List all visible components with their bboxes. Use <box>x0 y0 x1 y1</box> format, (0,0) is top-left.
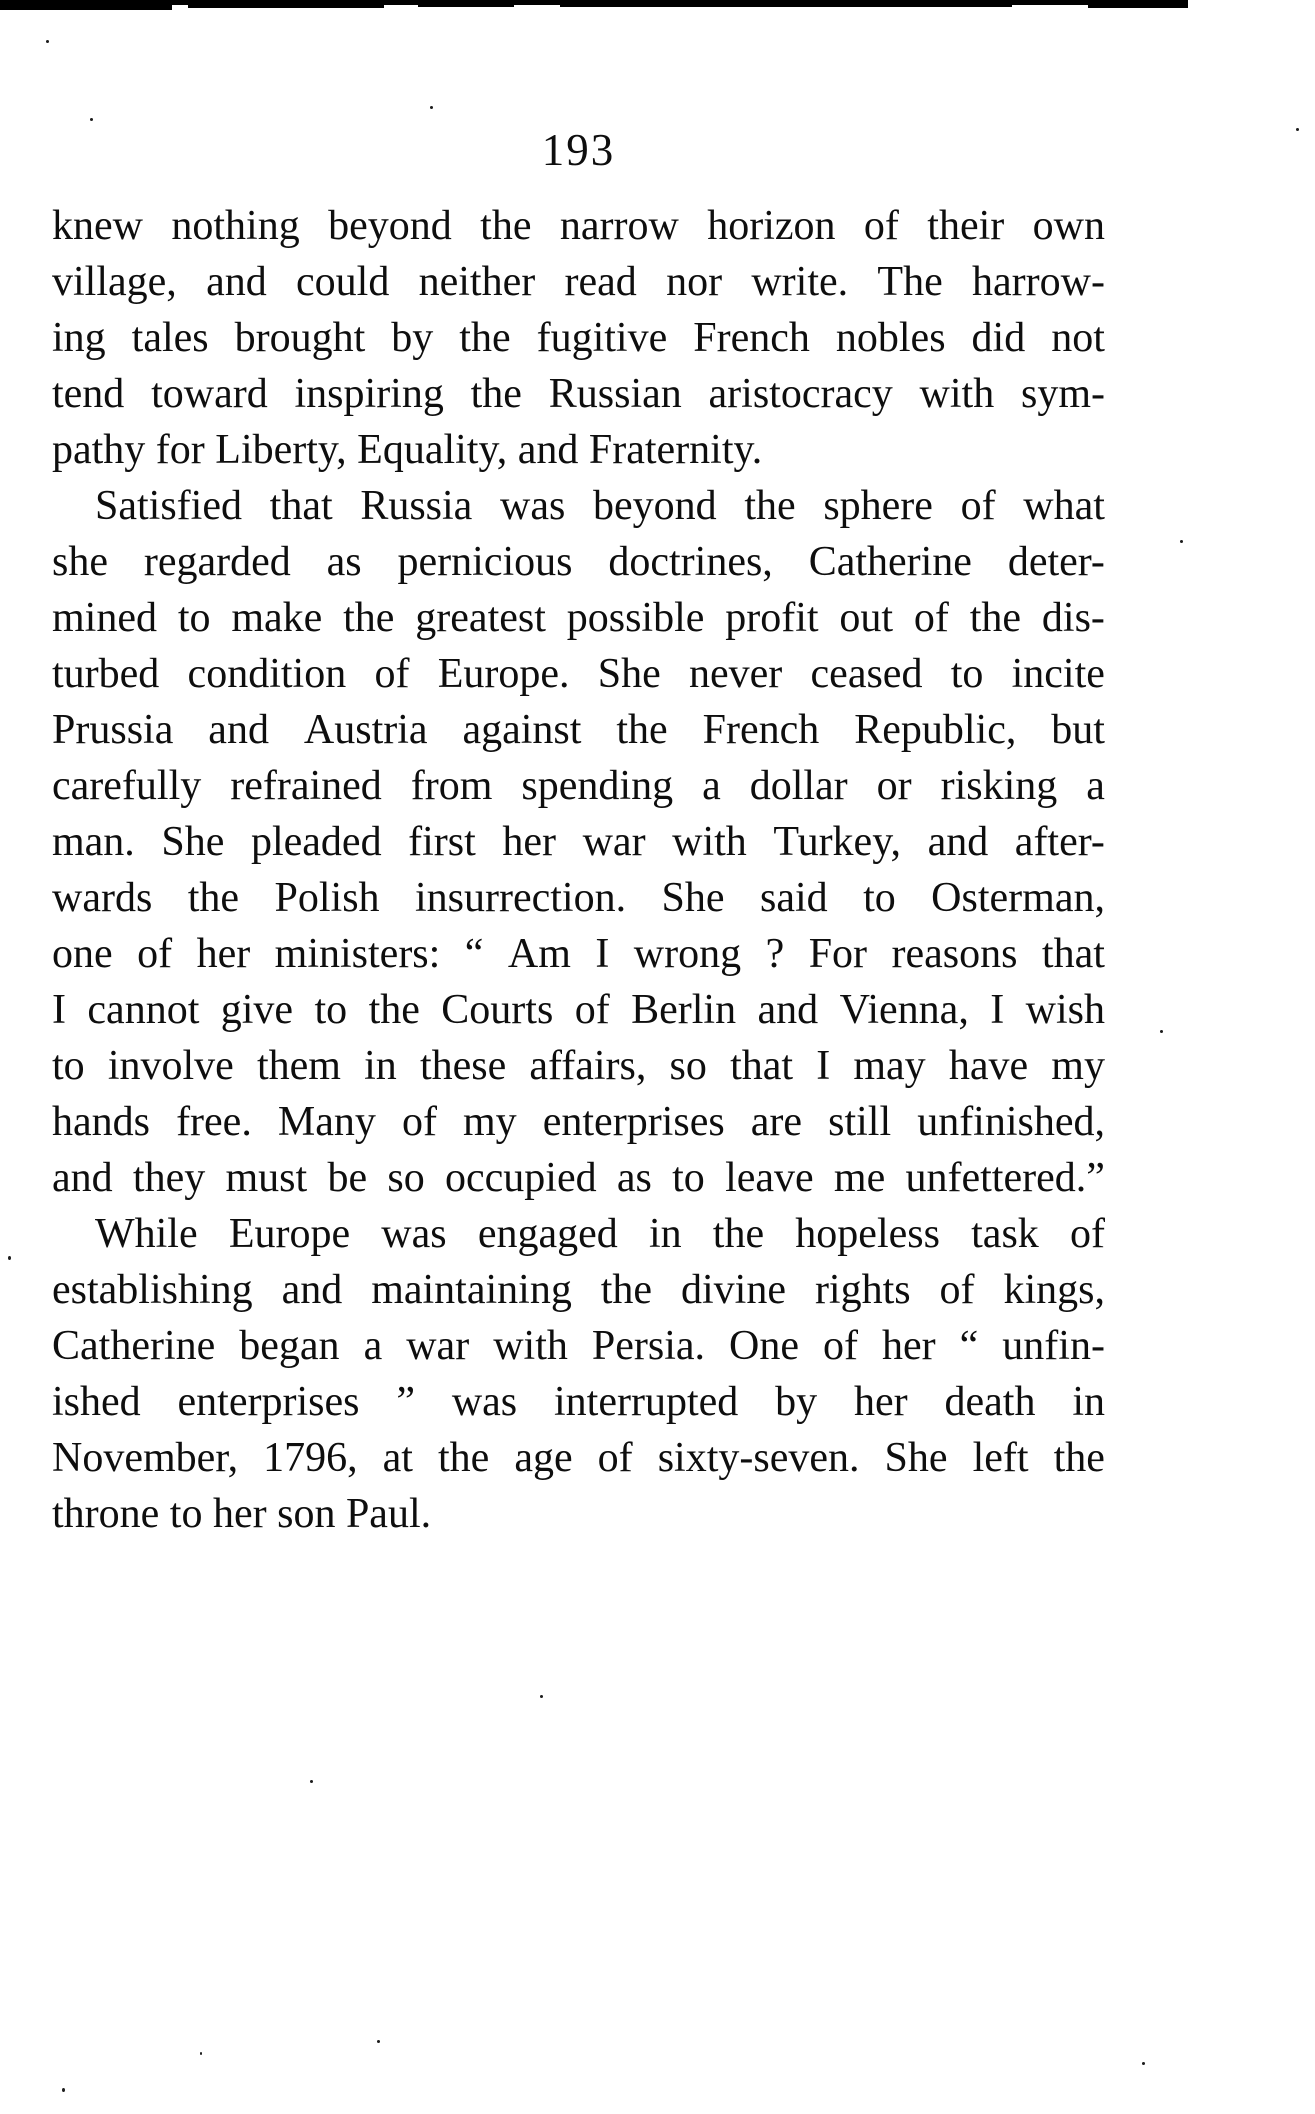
scan-speck <box>200 2052 202 2055</box>
text-line: throne to her son Paul. <box>52 1491 432 1537</box>
text-line: hands free. Many of my enterprises are still unfinished, <box>52 1099 1105 1145</box>
text-line: pathy for Liberty, Equality, and Fraternity. <box>52 427 763 473</box>
text-line: November, 1796, at the age of sixty-seven. She left the <box>52 1435 1105 1481</box>
text-line: establishing and maintaining the divine rights of kings, <box>52 1267 1105 1313</box>
text-line: man. She pleaded first her war with Turkey, and after- <box>52 819 1105 865</box>
text-line: carefully refrained from spending a dollar or risking a <box>52 763 1105 809</box>
scan-edge-clump <box>560 0 1012 7</box>
text-line: mined to make the greatest possible profit out of the dis- <box>52 595 1105 641</box>
text-line: Satisfied that Russia was beyond the sphere of what <box>95 483 1105 529</box>
page-text <box>52 198 1105 1542</box>
scan-speck <box>430 106 433 109</box>
text-line: wards the Polish insurrection. She said to Osterman, <box>52 875 1105 921</box>
scan-speck <box>310 1780 313 1783</box>
scan-speck <box>1180 540 1183 543</box>
scan-speck <box>62 2088 65 2092</box>
text-line: ished enterprises ” was interrupted by her death in <box>52 1379 1105 1425</box>
scan-speck <box>1142 2062 1145 2065</box>
page-number: 193 <box>541 125 616 175</box>
text-line: knew nothing beyond the narrow horizon of their own <box>52 203 1105 249</box>
text-line: Catherine began a war with Persia. One of her “ unfin- <box>52 1323 1105 1369</box>
scan-speck <box>377 2040 380 2043</box>
scan-edge-clump <box>0 0 172 10</box>
text-line: turbed condition of Europe. She never ceased to incite <box>52 651 1105 697</box>
text-line: tend toward inspiring the Russian aristocracy with sym- <box>52 371 1105 417</box>
scan-edge-clump <box>418 0 514 7</box>
scan-edge-clump <box>188 0 384 8</box>
scan-edge-clump <box>1088 0 1188 8</box>
text-line: one of her ministers: “ Am I wrong ? For reasons that <box>52 931 1105 977</box>
text-line: I cannot give to the Courts of Berlin and Vienna, I wish <box>52 987 1105 1033</box>
text-line: While Europe was engaged in the hopeless task of <box>95 1211 1105 1257</box>
text-line: ing tales brought by the fugitive French nobles did not <box>52 315 1105 361</box>
text-line: village, and could neither read nor write. The harrow- <box>52 259 1105 305</box>
text-line: to involve them in these affairs, so that I may have my <box>52 1043 1105 1089</box>
scan-speck <box>1296 128 1299 131</box>
scan-speck <box>46 40 49 43</box>
text-line: and they must be so occupied as to leave me unfettered.” <box>52 1155 1105 1201</box>
scan-speck <box>540 1695 543 1698</box>
scan-speck <box>8 1256 11 1260</box>
scan-speck <box>1160 1030 1163 1033</box>
text-line: Prussia and Austria against the French Republic, but <box>52 707 1105 753</box>
text-line: she regarded as pernicious doctrines, Catherine deter- <box>52 539 1105 585</box>
scan-speck <box>90 118 93 121</box>
